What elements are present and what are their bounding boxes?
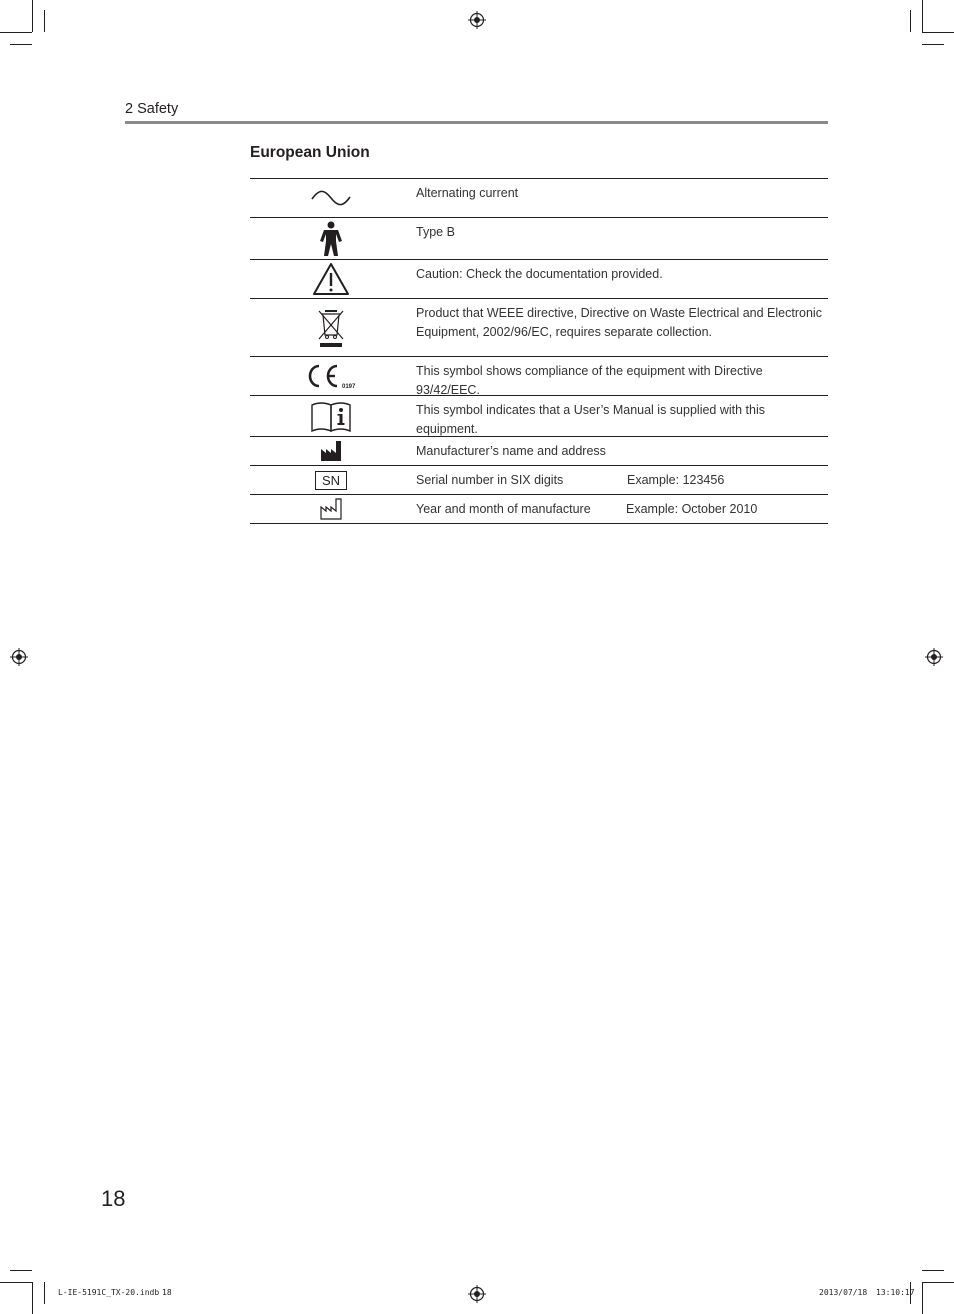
table-row [250,179,828,218]
section-divider [125,121,828,124]
alternating-current-icon [310,190,352,206]
page-number: 18 [101,1186,126,1211]
crop-mark [922,1282,923,1314]
crop-mark [910,10,911,32]
symbol-description: Manufacturer’s name and address [416,444,606,458]
ce-mark-icon [304,362,358,390]
registration-mark-icon [10,648,28,666]
table-row [250,357,828,396]
crop-mark [10,44,32,45]
crop-mark [922,44,944,45]
symbol-example: Example: October 2010 [626,502,758,516]
symbol-description: Caution: Check the documentation provided. [416,267,663,281]
symbol-description: Product that WEEE directive, Directive on Waste Electrical and Electronic Equipment, 2002/96/EC, requires separate collection. [416,306,822,339]
table-row [250,495,828,524]
caution-triangle-icon [312,262,350,296]
table-row [250,260,828,299]
table-row [250,218,828,260]
date-of-manufacture-icon [320,498,342,520]
table-row [250,466,828,495]
crop-mark [44,10,45,32]
section-header: 2 Safety [125,101,179,117]
crop-mark [32,0,33,32]
crop-mark [0,1282,32,1283]
symbol-table [250,178,828,524]
symbol-example: Example: 123456 [627,473,725,487]
ce-notified-body-number: 0197 [342,384,356,390]
symbol-description: Alternating current [416,186,519,200]
crop-mark [44,1282,45,1304]
user-manual-icon [310,399,352,433]
manufacturer-icon [320,440,342,462]
slug-date: 2013/07/18 [819,1288,868,1297]
crop-mark [922,1270,944,1271]
slug-file-page: 18 [162,1288,172,1297]
slug-time: 13:10:17 [876,1288,915,1297]
registration-mark-icon [925,648,943,666]
registration-mark-icon [468,11,486,29]
crop-mark [922,1282,954,1283]
serial-number-label: SN [321,472,341,488]
type-b-icon [319,221,343,257]
symbol-description: Serial number in SIX digits [416,473,564,487]
table-row [250,437,828,466]
registration-mark-icon [468,1285,486,1303]
slug-file-name: L-IE-5191C_TX-20.indb [58,1288,160,1297]
crop-mark [32,1282,33,1314]
crop-mark [0,32,32,33]
symbol-description: This symbol shows compliance of the equipment with Directive 93/42/EEC. [416,364,763,397]
symbol-description: This symbol indicates that a User’s Manual is supplied with this equipment. [416,403,765,436]
crop-mark [10,1270,32,1271]
symbol-description: Year and month of manufacture [416,502,591,516]
crop-mark [922,0,923,32]
subsection-title: European Union [250,144,370,161]
crop-mark [922,32,954,33]
symbol-description: Type B [416,225,455,239]
table-row [250,396,828,437]
weee-crossed-bin-icon [316,308,346,348]
table-row [250,299,828,357]
serial-number-icon [315,471,347,490]
